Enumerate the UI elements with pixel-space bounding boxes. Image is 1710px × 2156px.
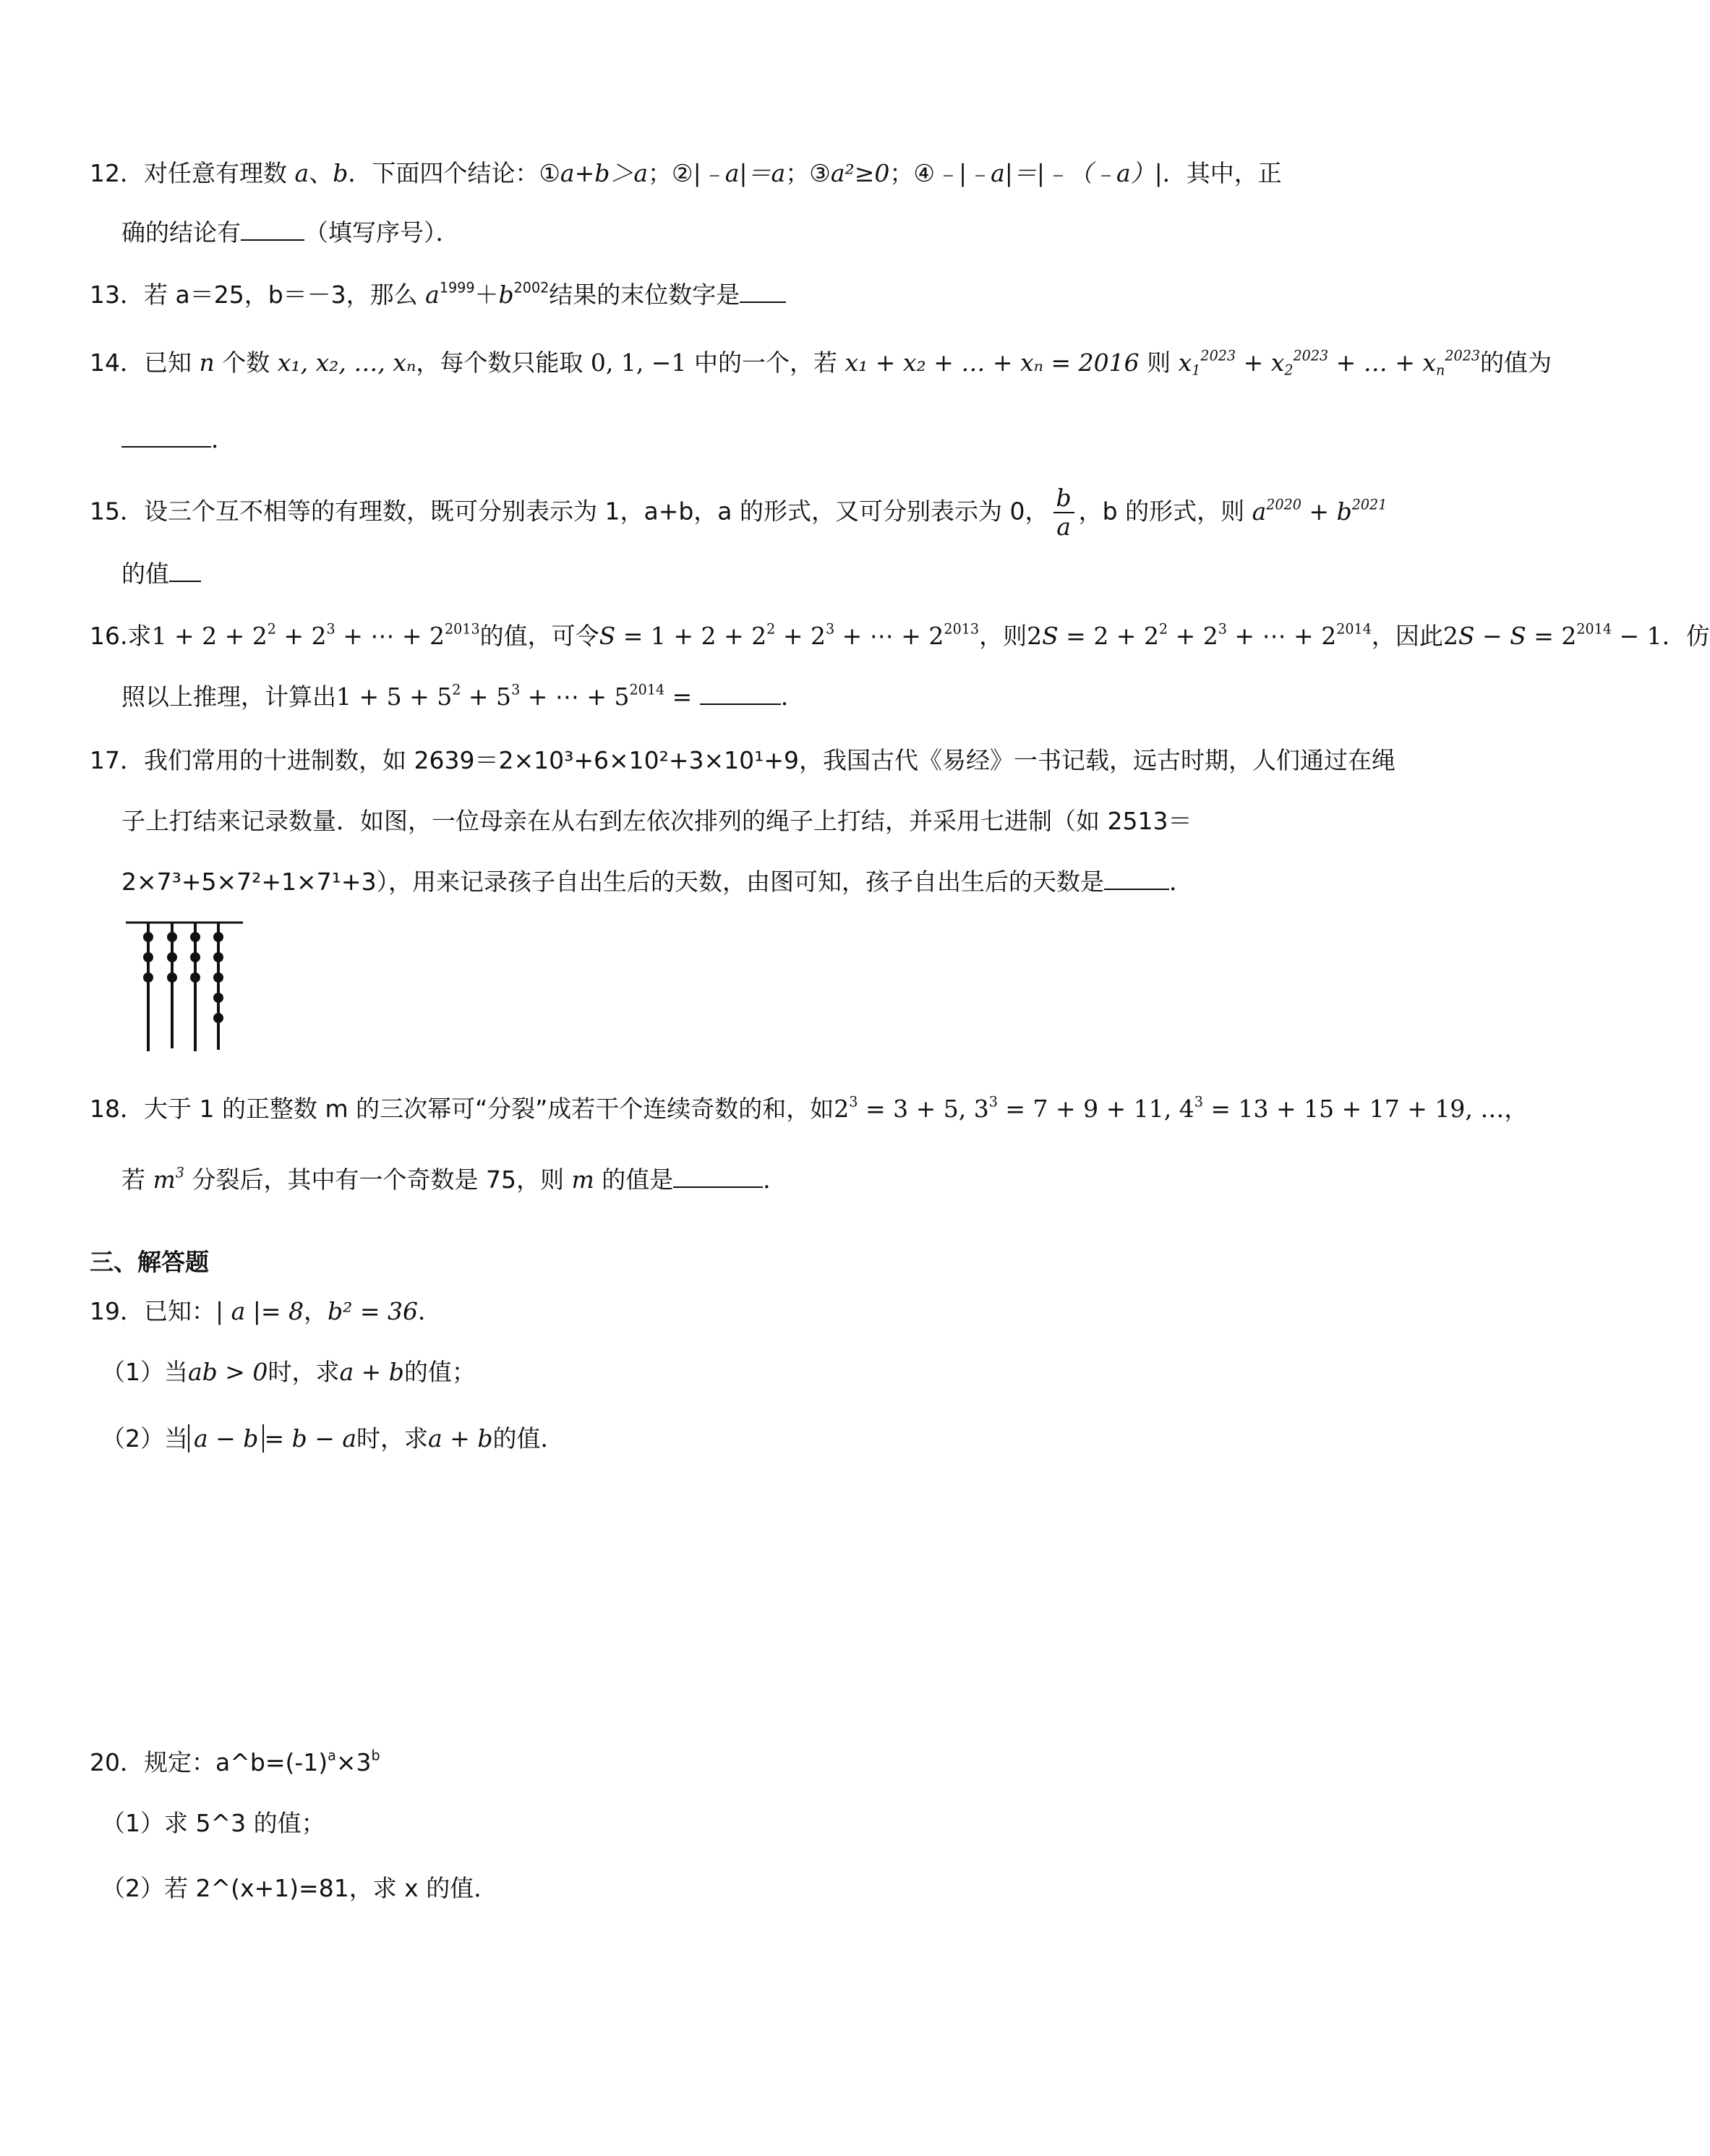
var-b: b xyxy=(333,159,349,187)
question-text: 的值． xyxy=(492,1424,565,1453)
question-text: 设三个互不相等的有理数，既可分别表示为 1，a+b，a 的形式，又可分别表示为 0， xyxy=(144,497,1049,526)
knot xyxy=(213,1013,223,1023)
result-expr: $2S - S = 2^{2014} - 1$ xyxy=(1442,620,1662,650)
plus-sign: ＋ xyxy=(474,281,499,309)
question-text: 已知： xyxy=(144,1297,215,1325)
question-text: ．其中，正 xyxy=(1162,159,1282,187)
target-expr: a + b xyxy=(339,1358,404,1386)
power-expr: $a^{2020} + b^{2021}$ xyxy=(1252,496,1388,526)
answer-blank[interactable] xyxy=(121,424,211,448)
answer-blank[interactable] xyxy=(1104,867,1169,890)
exponent: a xyxy=(328,1747,336,1764)
question-17-line-3 xyxy=(121,865,1193,899)
question-text: 对任意有理数 xyxy=(144,159,295,187)
answer-blank[interactable] xyxy=(673,1165,763,1188)
abs-a-minus-b: a − b xyxy=(188,1424,264,1453)
series-expr: $1 + 2 + 2^2 + 2^3$ + ⋯ + $2^{2013}$ xyxy=(151,620,480,650)
question-text: 2×7³+5×7²+1×7¹+3），用来记录孩子自出生后的天数，由图可知，孩子自出生后的天数是 xyxy=(121,868,1105,896)
exponent: b xyxy=(371,1747,380,1764)
knot xyxy=(213,932,223,942)
question-15-line-1 xyxy=(90,484,1387,541)
answer-blank[interactable] xyxy=(700,682,781,705)
question-text: ．下面四个结论： xyxy=(348,159,539,187)
question-number: 16. xyxy=(90,622,128,650)
knot xyxy=(190,972,200,983)
question-text: ， xyxy=(1504,1095,1529,1123)
question-19 xyxy=(90,1294,442,1329)
conclusion-3: a²≥0 xyxy=(830,159,890,187)
section-heading xyxy=(90,1245,209,1280)
question-text: 的值 xyxy=(121,560,169,588)
question-13 xyxy=(90,278,786,312)
question-number: 20． xyxy=(90,1748,144,1776)
exponent: 2002 xyxy=(513,279,550,296)
section-title: 三、解答题 xyxy=(90,1248,209,1276)
question-text: 确的结论有 xyxy=(121,218,241,247)
period: ． xyxy=(418,1297,443,1325)
question-number: 15． xyxy=(90,497,144,526)
question-text: 的值是 xyxy=(594,1165,674,1194)
base-a: a xyxy=(425,281,440,309)
question-text: 大于 1 的正整数 m 的三次幂可“分裂”成若干个连续奇数的和，如 xyxy=(144,1095,834,1123)
base-b: b xyxy=(498,281,514,309)
power-sum-expr: $x_1^{2023} + x_2^{2023}$ + … + $x_n^{2023}$ xyxy=(1178,347,1481,379)
knot xyxy=(143,932,153,942)
question-text: ，则 xyxy=(979,622,1027,650)
question-17-line-2 xyxy=(121,804,1192,839)
question-text: 时，求 xyxy=(268,1358,340,1386)
knot xyxy=(167,952,177,962)
question-18-line-2 xyxy=(121,1163,787,1197)
question-12-line-1 xyxy=(90,156,1282,191)
question-text: 分裂后，其中有一个奇数是 75，则 xyxy=(184,1165,572,1194)
conclusion-1: a+b＞a xyxy=(560,159,649,187)
conclusion-1-marker: ① xyxy=(539,159,560,187)
period: ． xyxy=(211,425,235,453)
question-text: 我们常用的十进制数，如 2639＝2×10³+6×10²+3×10¹+9，我国古代《易经》一书记载，远古时期，人们通过在绳 xyxy=(144,746,1396,774)
knot xyxy=(143,952,153,962)
m-cubed: $m^3$ xyxy=(153,1164,184,1194)
question-text: 照以上推理，计算出 xyxy=(121,683,336,711)
condition-expr: x₁ + x₂ + … + xₙ = 2016 xyxy=(845,348,1140,377)
question-20 xyxy=(90,1745,380,1780)
conclusion-4: ﹣|﹣a|＝|﹣（﹣a）| xyxy=(934,159,1163,187)
question-text: ，因此 xyxy=(1371,622,1443,650)
answer-blank[interactable] xyxy=(169,559,201,582)
part-label: （2）当 xyxy=(101,1424,188,1453)
fraction-numerator: b xyxy=(1053,484,1074,513)
question-text: ，b 的形式，则 xyxy=(1078,497,1252,526)
knot xyxy=(213,972,223,983)
question-14-line-2 xyxy=(121,422,235,457)
period: ． xyxy=(1169,868,1194,896)
question-text: ×3 xyxy=(335,1748,372,1776)
part-condition: = b − a xyxy=(264,1424,357,1453)
question-19-part-2 xyxy=(101,1421,564,1456)
double-s-expr: $2S = 2 + 2^2 + 2^3$ + ⋯ + $2^{2014}$ xyxy=(1027,620,1372,650)
question-text: ．仿 xyxy=(1662,622,1710,650)
question-16-line-2 xyxy=(121,680,805,714)
condition-abs-a: | a |= 8 xyxy=(215,1297,304,1325)
knotted-ropes-figure xyxy=(123,912,246,1054)
question-20-part-1 xyxy=(101,1806,325,1841)
question-number: 12． xyxy=(90,159,144,187)
part-text: （1）求 5^3 的值； xyxy=(101,1809,325,1837)
semicolon: ； xyxy=(889,159,914,187)
semicolon: ； xyxy=(785,159,810,187)
question-17-line-1 xyxy=(90,743,1395,778)
part-condition: ab > 0 xyxy=(188,1358,268,1386)
question-18-line-1 xyxy=(90,1092,1528,1126)
knot xyxy=(143,972,153,983)
question-14-line-1 xyxy=(90,346,1552,380)
question-text: 子上打结来记录数量．如图，一位母亲在从右到左依次排列的绳子上打结，并采用七进制（如 2513＝ xyxy=(121,807,1192,835)
part-text: （2）若 2^(x+1)=81，求 x 的值． xyxy=(101,1874,498,1902)
question-text: （填写序号）． xyxy=(304,218,460,247)
var-a: a xyxy=(294,159,309,187)
conclusion-2: |﹣a|＝a xyxy=(693,159,786,187)
question-text: 规定：a^b=(-1) xyxy=(144,1748,328,1776)
question-15-line-2 xyxy=(121,557,201,591)
question-text: 的值，可令 xyxy=(479,622,599,650)
question-text: 的值为 xyxy=(1480,348,1552,377)
cube-split-expr: $2^3 = 3 + 5$, $3^3 = 7 + 9 + 11$, $4^3 = 13 + 15 + 17 + 19$, … xyxy=(834,1093,1505,1123)
condition-b-squared: b² = 36 xyxy=(328,1297,419,1325)
conclusion-2-marker: ② xyxy=(672,159,693,187)
question-number: 17． xyxy=(90,746,144,774)
exponent: 1999 xyxy=(439,279,475,296)
sequence-expr: x₁, x₂, …, xₙ xyxy=(277,348,416,377)
knot xyxy=(167,932,177,942)
fraction-denominator: a xyxy=(1056,513,1071,541)
answer-blank[interactable] xyxy=(740,280,786,303)
part-label: （1）当 xyxy=(101,1358,188,1386)
question-number: 13． xyxy=(90,281,144,309)
question-19-part-1 xyxy=(101,1355,476,1390)
target-expr: a + b xyxy=(428,1424,493,1453)
let-s-expr: $S = 1 + 2 + 2^2 + 2^3$ + ⋯ + $2^{2013}$ xyxy=(599,620,980,650)
question-16-line-1 xyxy=(90,619,1710,654)
question-12-line-2 xyxy=(121,215,460,250)
separator: ， xyxy=(304,1297,328,1325)
var-n: n xyxy=(199,348,215,377)
question-text: 求 xyxy=(127,622,152,650)
target-series-expr: $1 + 5 + 5^2 + 5^3$ + ⋯ + $5^{2014}$ = xyxy=(336,681,700,711)
question-text: 的值； xyxy=(403,1358,476,1386)
var-m: m xyxy=(571,1165,594,1194)
question-text: 个数 xyxy=(214,348,278,377)
question-text: 时，求 xyxy=(356,1424,429,1453)
semicolon: ； xyxy=(648,159,672,187)
knot xyxy=(190,952,200,962)
conclusion-3-marker: ③ xyxy=(809,159,831,187)
question-text: 若 xyxy=(121,1165,153,1194)
period: ． xyxy=(780,683,805,711)
values-expr: 0, 1, −1 xyxy=(590,348,687,377)
question-text: 则 xyxy=(1139,348,1179,377)
knot xyxy=(190,932,200,942)
question-number: 19． xyxy=(90,1297,144,1325)
knot xyxy=(213,993,223,1003)
question-text: 中的一个，若 xyxy=(686,348,845,377)
question-text: 结果的末位数字是 xyxy=(549,281,740,309)
question-number: 14． xyxy=(90,348,144,377)
knot xyxy=(167,972,177,983)
separator: 、 xyxy=(309,159,333,187)
question-number: 18． xyxy=(90,1095,144,1123)
fraction-b-over-a xyxy=(1053,484,1074,541)
question-text: ，每个数只能取 xyxy=(416,348,591,377)
question-text: 若 a＝25，b＝－3，那么 xyxy=(144,281,426,309)
question-20-part-2 xyxy=(101,1871,497,1906)
answer-blank[interactable] xyxy=(241,218,304,241)
knot xyxy=(213,952,223,962)
period: ． xyxy=(763,1165,787,1194)
conclusion-4-marker: ④ xyxy=(913,159,935,187)
question-text: 已知 xyxy=(144,348,200,377)
